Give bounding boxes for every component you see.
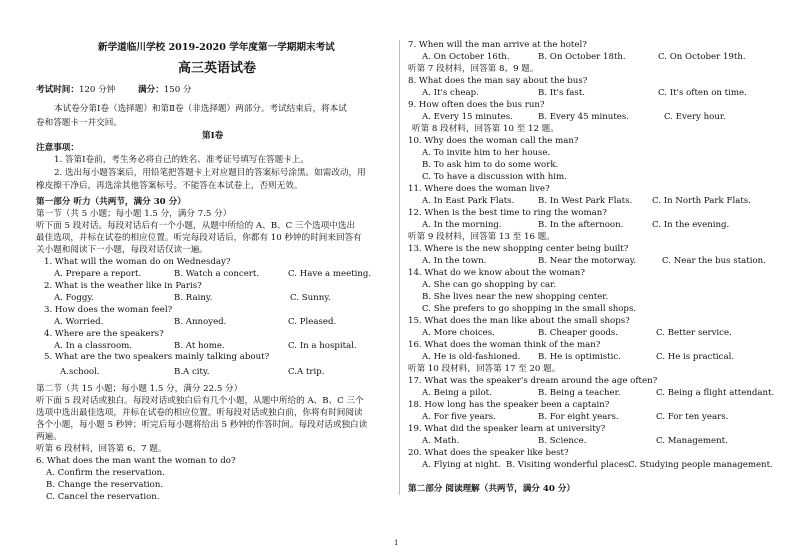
intro-line: 卷和答题卡一并交回。 <box>36 118 122 128</box>
option-a: A. In a classroom. <box>54 341 133 351</box>
question-17: 17. What was the speaker's dream around the age often? <box>408 376 658 386</box>
option-c: C. For ten years. <box>656 412 729 422</box>
option-c: C. In North Park Flats. <box>652 196 751 206</box>
option-a: A. For five years. <box>422 412 496 422</box>
time-label: 考试时间： <box>36 85 79 95</box>
option-a: A. Confirm the reservation. <box>46 468 165 478</box>
option-b: B. Science. <box>538 436 587 446</box>
option-c: C. Have a meeting. <box>288 269 372 279</box>
question-18: 18. How long has the speaker been a captain? <box>408 400 610 410</box>
time-value: 120 分钟 <box>78 85 116 95</box>
option-b: B. To ask him to do some work. <box>422 160 559 170</box>
question-9: 9. How often does the bus run? <box>408 100 545 110</box>
question-14: 14. What do we know about the woman? <box>408 268 585 278</box>
option-a: A. Foggy. <box>54 293 94 303</box>
option-a: A. More choices. <box>422 328 495 338</box>
material-label: 听第 7 段材料，回答第 8、9 题。 <box>408 64 539 74</box>
option-c: C. Pleased. <box>288 317 337 327</box>
exam-time <box>36 85 115 96</box>
option-a: A. Every 15 minutes. <box>422 112 513 122</box>
section2-intro: 听下面 5 段对话或独白。每段对话或独白后有几个小题，从题中所给的 A、B、C 三个 <box>36 396 364 406</box>
question-3: 3. How does the woman feel? <box>44 305 173 315</box>
material-label: 听第 8 段材料，回答第 10 至 12 题。 <box>412 124 559 134</box>
question-6: 6. What does the man want the woman to do? <box>36 456 236 466</box>
question-19: 19. What did the speaker learn at university? <box>408 424 606 434</box>
question-12: 12. When is the best time to ring the woman? <box>408 208 607 218</box>
option-a: A. Flying at night. <box>422 460 501 470</box>
option-b: B. It's fast. <box>538 88 586 98</box>
option-b: B. Every 45 minutes. <box>538 112 630 122</box>
option-c: C. In a hospital. <box>288 341 357 351</box>
option-a: A. Worried. <box>54 317 104 327</box>
option-a: A. She can go shopping by car. <box>422 280 557 290</box>
option-c: C. In the evening. <box>652 220 730 230</box>
option-b: B. He is optimistic. <box>538 352 621 362</box>
option-b: B. At home. <box>174 341 225 351</box>
question-4: 4. Where are the speakers? <box>44 329 164 339</box>
question-10: 10. Why does the woman call the man? <box>408 136 579 146</box>
school-title: 新学道临川学校 2019-2020 学年度第一学期期末考试 <box>98 42 335 53</box>
question-8: 8. What does the man say about the bus? <box>408 76 588 86</box>
option-c: C. On October 19th. <box>658 52 746 62</box>
column-divider <box>399 40 400 495</box>
option-c: C. Cancel the reservation. <box>46 492 160 502</box>
question-20: 20. What does the speaker like best? <box>408 448 569 458</box>
option-c: C. Management. <box>656 436 728 446</box>
option-a: A. In the morning. <box>422 220 502 230</box>
option-b: B. Cheaper goods. <box>538 328 619 338</box>
option-c: C. It's often on time. <box>658 88 747 98</box>
material-label: 听第 6 段材料，回答第 6、7 题。 <box>36 444 167 454</box>
option-b: B. Change the reservation. <box>46 480 164 490</box>
option-b: B. On October 18th. <box>538 52 626 62</box>
section2-intro: 各个小题，每小题 5 秒钟；听完后每小题将给出 5 秒钟的作答时间。每段对话或独白读 <box>36 420 368 430</box>
notes-line: 2. 选出每小题答案后，用铅笔把答题卡上对应题目的答案标号涂黑。如需改动，用 <box>54 168 366 178</box>
section1-intro: 关小题和阅读下一小题，每段对话仅读一遍。 <box>36 245 208 255</box>
exam-score <box>138 85 192 96</box>
option-a: A.school. <box>60 367 100 377</box>
score-value: 150 分 <box>163 85 192 95</box>
intro-line: 本试卷分第Ⅰ卷（选择题）和第Ⅱ卷（非选择题）两部分。考试结束后，将本试 <box>54 104 347 114</box>
material-label: 听第 9 段材料，回答第 13 至 16 题。 <box>408 232 555 242</box>
question-11: 11. Where does the woman live? <box>408 184 550 194</box>
option-c: C. To have a discussion with him. <box>422 172 567 182</box>
question-16: 16. What does the woman think of the man? <box>408 340 601 350</box>
option-a: A. Math. <box>422 436 460 446</box>
option-a: A. Being a pilot. <box>422 388 492 398</box>
option-b: B. She lives near the new shopping center. <box>422 292 609 302</box>
option-b: B.A city. <box>174 367 210 377</box>
volume-title: 第Ⅰ卷 <box>202 131 224 141</box>
notes-line: 1. 答第Ⅰ卷前，考生务必将自己的姓名、准考证号填写在答题卡上。 <box>54 155 309 165</box>
question-5: 5. What are the two speakers mainly talking about? <box>44 352 270 362</box>
material-label: 听第 10 段材料，回答第 17 至 20 题。 <box>408 364 561 374</box>
option-c: C. Sunny. <box>290 293 331 303</box>
option-b: B. Rainy. <box>174 293 213 303</box>
option-b: B. In West Park Flats. <box>538 196 633 206</box>
notes-title: 注意事项： <box>36 143 79 153</box>
question-7: 7. When will the man arrive at the hotel? <box>408 40 587 50</box>
score-label: 满分： <box>138 85 164 95</box>
option-b: B. Being a teacher. <box>538 388 621 398</box>
section1-title: 第一节（共 5 小题；每小题 1.5 分，满分 7.5 分） <box>36 209 232 219</box>
section2-intro: 两遍。 <box>36 432 62 442</box>
question-2: 2. What is the weather like in Paris? <box>44 281 202 291</box>
page-number: 1 <box>394 539 399 547</box>
option-b: B. Near the motorway. <box>538 256 637 266</box>
option-a: A. It's cheap. <box>422 88 479 98</box>
option-c: C. Near the bus station. <box>662 256 766 266</box>
part1-title: 第一部分 听力（共两节，满分 30 分） <box>36 197 186 207</box>
option-b: B. For eight years. <box>538 412 619 422</box>
section2-intro: 选项中选出最佳选项，并标在试卷的相应位置。听每段对话或独白前，你将有时间阅读 <box>36 408 363 418</box>
option-c: C. Better service. <box>656 328 732 338</box>
question-13: 13. Where is the new shopping center being built? <box>408 244 629 254</box>
option-b: B. Watch a concert. <box>174 269 260 279</box>
option-b: B. In the afternoon. <box>538 220 624 230</box>
option-a: A. To invite him to her house. <box>422 148 551 158</box>
option-b: B. Annoyed. <box>174 317 227 327</box>
option-c: C. She prefers to go shopping in the small shops. <box>422 304 637 314</box>
option-c: C. Every hour. <box>664 112 726 122</box>
option-c: C. He is practical. <box>656 352 735 362</box>
section1-intro: 最佳选项，并标在试卷的相应位置。听完每段对话后，你都有 10 秒钟的时间来回答有 <box>36 233 362 243</box>
question-15: 15. What does the man like about the small shops? <box>408 316 630 326</box>
option-b: B. Visiting wonderful places. <box>506 460 632 470</box>
option-a: A. He is old-fashioned. <box>422 352 521 362</box>
part2-title: 第二部分 阅读理解（共两节，满分 40 分） <box>408 484 576 494</box>
section2-title: 第二节（共 15 小题；每小题 1.5 分，满分 22.5 分） <box>36 384 243 394</box>
question-1: 1. What will the woman do on Wednesday? <box>44 257 231 267</box>
subject-title: 高三英语试卷 <box>178 61 257 76</box>
option-a: A. In East Park Flats. <box>422 196 515 206</box>
option-a: A. In the town. <box>422 256 487 266</box>
notes-line: 橡皮擦干净后，再选涂其他答案标号。不能答在本试卷上，否则无效。 <box>36 181 303 191</box>
option-a: A. Prepare a report. <box>54 269 142 279</box>
section1-intro: 听下面 5 段对话。每段对话后有一个小题，从题中所给的 A、B、C 三个选项中选出 <box>36 221 356 231</box>
option-c: C. Studying people management. <box>628 460 773 470</box>
option-c: C. Being a flight attendant. <box>656 388 775 398</box>
option-a: A. On October 16th. <box>422 52 510 62</box>
option-c: C.A trip. <box>288 367 325 377</box>
